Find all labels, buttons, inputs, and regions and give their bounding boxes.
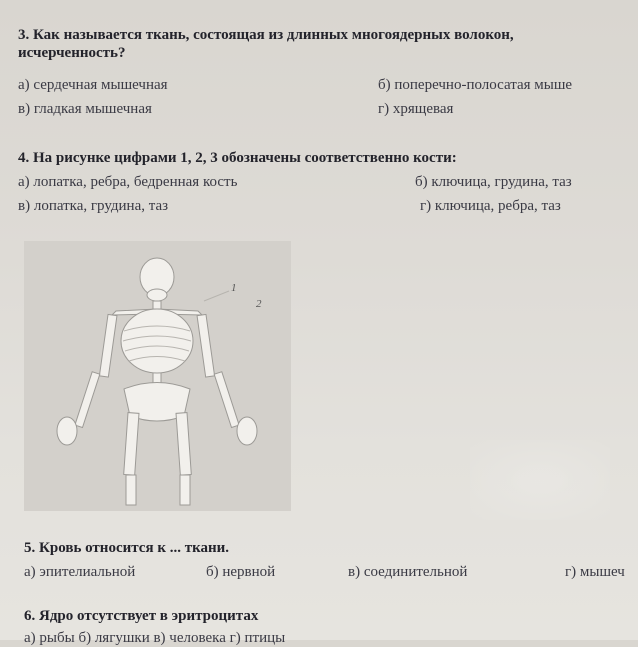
figure-label-1: 1 xyxy=(231,282,237,294)
question-5-option-b: б) нервной xyxy=(206,564,276,580)
forearm-left xyxy=(75,372,100,428)
question-3-option-a: а) сердечная мышечная xyxy=(18,77,168,93)
humerus-left xyxy=(99,314,117,377)
question-4-option-a: а) лопатка, ребра, бедренная кость xyxy=(18,174,238,190)
question-3-option-g: г) хрящевая xyxy=(378,101,454,117)
question-4-option-g: г) ключица, ребра, таз xyxy=(420,198,561,214)
question-4-option-v: в) лопатка, грудина, таз xyxy=(18,198,169,214)
humerus-right xyxy=(197,314,215,377)
question-6-options-partial: а) рыбы б) лягушки в) человека г) птицы xyxy=(24,630,286,646)
femur-left xyxy=(124,413,139,476)
femur-right xyxy=(176,413,191,476)
question-4-text: 4. На рисунке цифрами 1, 2, 3 обозначены соответственно кости: xyxy=(18,150,457,166)
figure-label-2: 2 xyxy=(256,298,262,310)
question-5-option-g: г) мышеч xyxy=(565,564,625,580)
question-3-text-line1: 3. Как называется ткань, состоящая из длинных многоядерных волокон, xyxy=(18,27,514,43)
question-5-option-a: а) эпителиальной xyxy=(24,564,136,580)
jaw-shape xyxy=(147,289,167,301)
tibia-left xyxy=(126,475,136,505)
question-5-text: 5. Кровь относится к ... ткани. xyxy=(24,540,230,556)
ribcage-shape xyxy=(121,309,193,373)
hand-left xyxy=(57,417,77,445)
question-6-text: 6. Ядро отсутствует в эритроцитах xyxy=(24,608,259,624)
question-4-option-b: б) ключица, грудина, таз xyxy=(415,174,572,190)
hand-right xyxy=(237,417,257,445)
skeleton-illustration xyxy=(24,241,291,511)
label-leader-line xyxy=(204,291,229,301)
question-3-text-line2: исчерченность? xyxy=(18,45,126,61)
photo-glare xyxy=(470,440,610,520)
question-3-option-v: в) гладкая мышечная xyxy=(18,101,152,117)
question-3-option-b: б) поперечно-полосатая мыше xyxy=(378,77,573,93)
forearm-right xyxy=(214,372,239,428)
skeleton-figure xyxy=(24,241,291,511)
question-5-option-v: в) соединительной xyxy=(348,564,468,580)
tibia-right xyxy=(180,475,190,505)
